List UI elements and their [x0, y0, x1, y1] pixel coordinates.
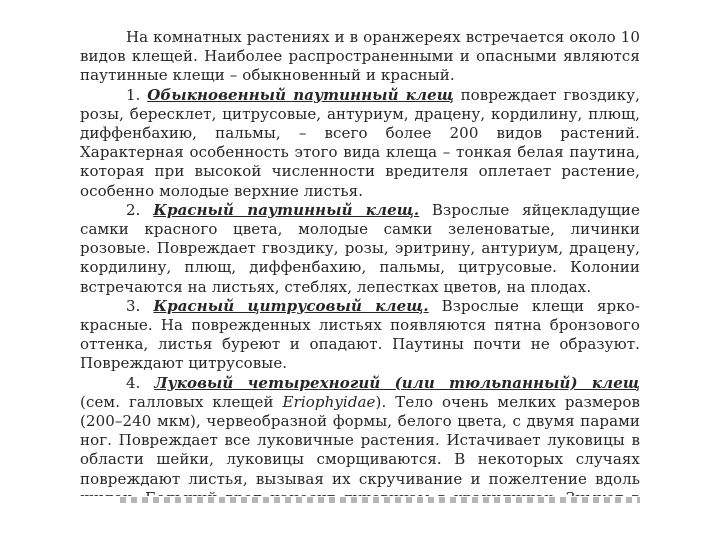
item-text: Взрослые яйцекладущие самки красного цвета, молодые самки зеленоватые, личинки розовые. Повреждает гвоздику, розы, эритрину, антуриум, драцену, кордилину, плющ, диффенбахию, пальмы, цитрусовые. Колонии встречаются на листьях, стеблях, лепестках цветов, на плодах.: [80, 200, 640, 296]
item-text: Взрослые клещи ярко-красные. На поврежденных листьях появляются пятна бронзового оттенка, листья буреют и опадают. Паутины почти не образуют. Повреждают цитрусовые.: [80, 296, 640, 373]
item-heading: Красный цитрусовый клещ.: [153, 296, 429, 315]
item-number: 2.: [126, 200, 141, 219]
item-number: 3.: [126, 296, 141, 315]
item-number: 1.: [126, 85, 141, 104]
item-heading: Луковый четырехногий (или тюльпанный) клещ: [154, 373, 641, 392]
item-heading: Красный паутинный клещ.: [153, 200, 420, 219]
item-text: повреждает гвоздику, розы, бересклет, цитрусовые, антуриум, драцену, кордилину, плющ, диффенбахию, пальмы, – всего более 200 видов растений. Характерная особенность этого вида клеща – тонкая белая паутина, которая при высокой численности вредителя оплетает растение, особенно молодые верхние листья.: [80, 85, 640, 200]
latin-name: Eriophyidae: [282, 392, 376, 411]
item-text-before-latin: (сем. галловых клещей: [80, 392, 283, 411]
item-heading: Обыкновенный паутинный клещ: [147, 85, 454, 104]
intro-paragraph: На комнатных растениях и в оранжереях встречается около 10 видов клещей. Наиболее распространенными и опасными являются паутинные клещи – обыкновенный и красный.: [80, 28, 640, 85]
paragraph-2: [80, 201, 640, 297]
paragraph-3: [80, 297, 640, 374]
item-number: 4.: [126, 373, 141, 392]
document-text: [80, 28, 640, 527]
paragraph-1: [80, 86, 640, 201]
cropped-text-line: [120, 497, 640, 503]
item-text: ). Тело очень мелких размеров (200–240 мкм), червеобразной формы, белого цвета, с двумя парами ног. Повреждает все луковичные растения. Истачивает луковицы в области шейки, луковицы сморщиваются. В некоторых случаях повреждают листья, вызывая их скручивание и пожелтение вдоль: [80, 392, 640, 488]
